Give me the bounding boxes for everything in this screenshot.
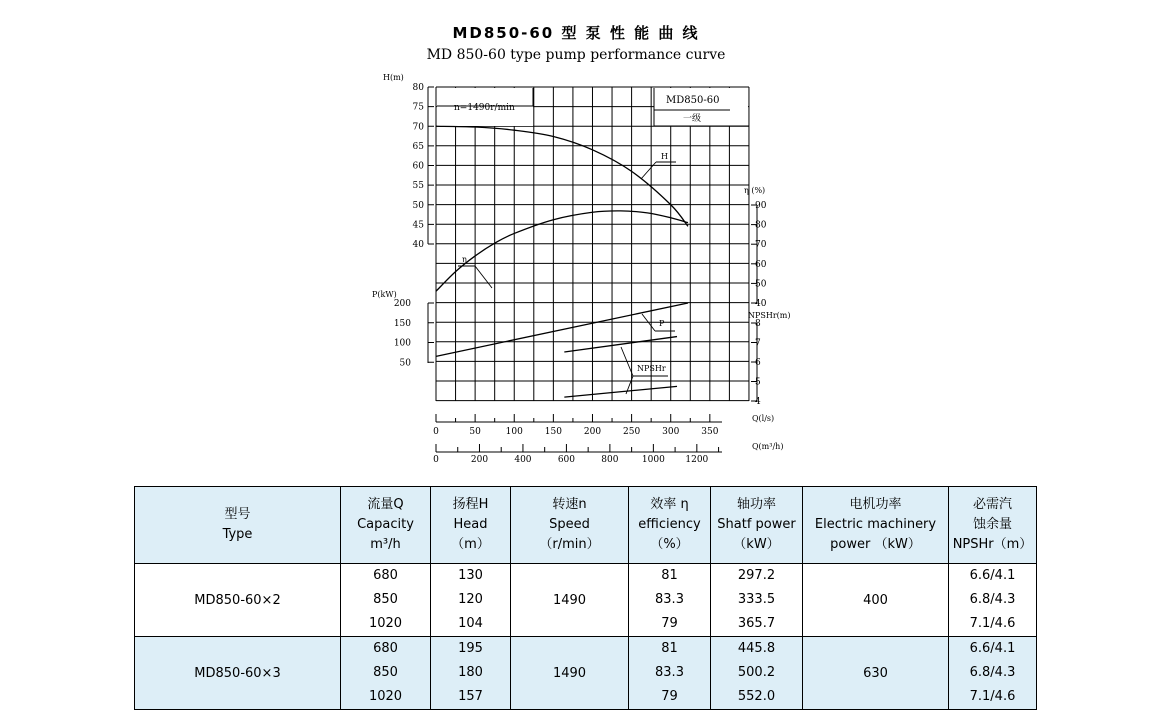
q-ls-tick-label: 150 <box>544 427 562 437</box>
cell-shaft-power: 445.8 500.2 552.0 <box>711 637 803 710</box>
curve-label-leader <box>641 162 656 179</box>
header-shaft-power: 轴功率 Shatf power （kW） <box>711 487 803 564</box>
q-m3h-tick-label: 800 <box>601 455 619 465</box>
h-tick-label: 40 <box>412 240 424 250</box>
curve-label-p: P <box>659 319 665 328</box>
eta-tick-label: 40 <box>755 299 767 309</box>
table-row <box>135 564 1037 637</box>
curve-p <box>436 303 688 356</box>
q-ls-tick-label: 0 <box>433 427 439 437</box>
q-ls-tick-label: 50 <box>469 427 481 437</box>
eta-tick-label: 70 <box>755 240 767 251</box>
q-ls-tick-label: 250 <box>623 427 641 437</box>
q-m3h-tick-label: 1000 <box>641 455 665 465</box>
npshr-tick-label: 4 <box>755 397 761 407</box>
p-tick-label: 150 <box>393 318 411 329</box>
header-type: 型号 Type <box>135 487 341 564</box>
curve-η <box>436 211 688 291</box>
h-tick-label: 80 <box>412 83 424 93</box>
chart-title-chinese: MD850-60 型 泵 性 能 曲 线 <box>452 24 700 42</box>
header-capacity: 流量Q Capacity m³/h <box>341 487 431 564</box>
curve-h <box>436 126 688 226</box>
q-ls-tick-label: 100 <box>505 427 523 437</box>
cell-npshr: 6.6/4.1 6.8/4.3 7.1/4.6 <box>949 637 1037 710</box>
cell-capacity: 680 850 1020 <box>341 564 431 637</box>
eta-tick-label: 60 <box>755 259 767 270</box>
h-tick-label: 75 <box>412 102 424 113</box>
cell-type: MD850-60×3 <box>135 637 341 710</box>
npshr-axis-label: NPSHr(m) <box>748 311 791 320</box>
cell-efficiency: 81 83.3 79 <box>629 637 711 710</box>
q-ls-tick-label: 200 <box>583 427 602 437</box>
q-m3h-tick-label: 400 <box>514 455 532 465</box>
q-ls-tick-label: 300 <box>662 427 680 437</box>
chart-grid <box>436 87 749 401</box>
cell-capacity: 680 850 1020 <box>341 637 431 710</box>
eta-tick-label: 80 <box>755 220 767 231</box>
curve-label-leader <box>475 266 492 288</box>
curve-p-lower <box>564 337 677 352</box>
p-tick-label: 100 <box>393 338 411 349</box>
eta-tick-label: 90 <box>755 201 767 211</box>
spec-table <box>134 486 1037 710</box>
cell-npshr: 6.6/4.1 6.8/4.3 7.1/4.6 <box>949 564 1037 637</box>
npshr-tick-label: 8 <box>755 319 761 329</box>
curve-npshr <box>564 386 677 397</box>
p-axis-label: P(kW) <box>372 290 397 299</box>
cell-motor-power: 400 <box>803 564 949 637</box>
q-m3h-tick-label: 1200 <box>685 455 709 465</box>
curve-label-npshr: NPSHr <box>637 364 666 373</box>
axis-ticks <box>372 73 791 465</box>
cell-motor-power: 630 <box>803 637 949 710</box>
cell-head: 195 180 157 <box>431 637 511 710</box>
npshr-tick-label: 7 <box>755 338 761 349</box>
p-tick-label: 200 <box>393 299 411 309</box>
header-npshr: 必需汽 蚀余量 NPSHr（m） <box>949 487 1037 564</box>
h-tick-label: 45 <box>412 220 424 231</box>
header-speed: 转速n Speed （r/min） <box>511 487 629 564</box>
cell-speed: 1490 <box>511 637 629 710</box>
q-m3h-axis-label: Q(m³/h) <box>752 442 784 451</box>
speed-label: n=1490r/min <box>454 103 515 113</box>
q-ls-tick-label: 350 <box>701 427 719 437</box>
npshr-tick-label: 5 <box>755 377 761 388</box>
p-tick-label: 50 <box>399 358 411 369</box>
h-tick-label: 55 <box>412 181 424 192</box>
header-motor-power: 电机功率 Electric machinery power （kW） <box>803 487 949 564</box>
cell-shaft-power: 297.2 333.5 365.7 <box>711 564 803 637</box>
q-m3h-tick-label: 600 <box>557 455 576 465</box>
h-axis-label: H(m) <box>383 73 404 82</box>
curves <box>436 126 688 397</box>
table-row <box>135 637 1037 710</box>
h-tick-label: 50 <box>412 200 424 211</box>
header-efficiency: 效率 η efficiency （%） <box>629 487 711 564</box>
q-m3h-tick-label: 200 <box>470 455 489 465</box>
legend-model: MD850-60 <box>666 95 720 106</box>
cell-type: MD850-60×2 <box>135 564 341 637</box>
curve-label-h: H <box>661 152 668 161</box>
cell-head: 130 120 104 <box>431 564 511 637</box>
npshr-tick-label: 6 <box>755 358 761 368</box>
h-tick-label: 65 <box>412 141 424 152</box>
eta-tick-label: 50 <box>755 279 767 290</box>
q-ls-axis-label: Q(l/s) <box>752 414 775 423</box>
q-m3h-tick-label: 0 <box>433 455 439 465</box>
legend-stage: 一级 <box>683 114 702 124</box>
cell-efficiency: 81 83.3 79 <box>629 564 711 637</box>
cell-speed: 1490 <box>511 564 629 637</box>
chart-title-english: MD 850-60 type pump performance curve <box>426 47 726 63</box>
table-header-row <box>135 487 1037 564</box>
eta-axis-label: η (%) <box>744 186 766 195</box>
h-tick-label: 60 <box>412 161 424 172</box>
curve-label-eta: η <box>462 255 467 264</box>
header-head: 扬程H Head （m） <box>431 487 511 564</box>
h-tick-label: 70 <box>412 122 424 133</box>
